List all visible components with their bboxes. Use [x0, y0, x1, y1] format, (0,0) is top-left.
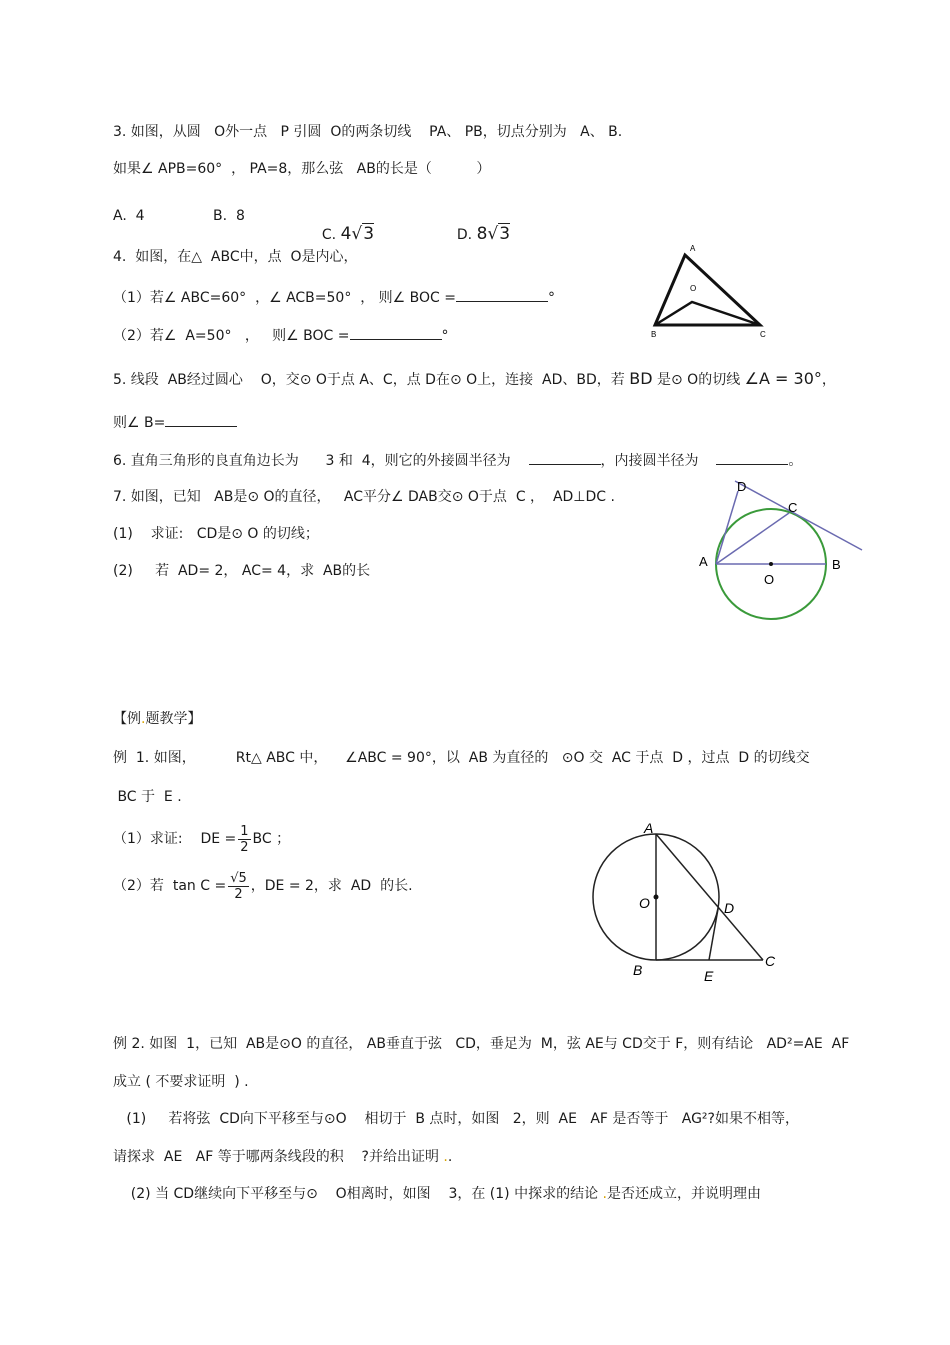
- q7-label-c: C: [788, 500, 798, 515]
- q7-label-a: A: [699, 554, 708, 569]
- q3-line1: 3. 如图，从圆 O外一点 P 引圆 O的两条切线 PA、 PB，切点分别为 A、 B.: [113, 124, 623, 140]
- q3-option-b: B. 8: [213, 208, 245, 224]
- q3-option-c: C. 4√3: [321, 224, 375, 244]
- ex2-line2: 成立 ( 不要求证明 ) .: [113, 1074, 249, 1090]
- q3-line2: 如果∠ APB=60° ， PA=8，那么弦 AB的长是（ ）: [113, 161, 491, 177]
- q7-stem: 7. 如图，已知 AB是⊙ O的直径， AC平分∠ DAB交⊙ O于点 C ， AD⊥DC .: [113, 489, 615, 505]
- q7-sub2: (2) 若 AD= 2， AC= 4，求 AB的长: [113, 563, 371, 579]
- ex1-label-b: B: [633, 962, 643, 978]
- q6-blank1[interactable]: [529, 450, 601, 465]
- ex1-line1: 例 1. 如图， Rt△ ABC 中， ∠ABC = 90°，以 AB 为直径的 ⊙O 交 AC 于点 D ，过点 D 的切线交: [113, 750, 810, 766]
- q4-sub1: （1）若∠ ABC=60° ，∠ ACB=50° ， 则∠ BOC = °: [113, 287, 555, 307]
- ex2-line5: (2) 当 CD继续向下平移至与⊙ O相离时，如图 3，在 (1) 中探求的结论 .是否还成立，并说明理由: [113, 1186, 761, 1202]
- q6-line: 6. 直角三角形的良直角边长为 3 和 4，则它的外接圆半径为 ，内接圆半径为 。: [113, 450, 802, 470]
- q4-label-b: B: [651, 330, 657, 339]
- q7-sub1: (1) 求证: CD是⊙ O 的切线；: [113, 526, 319, 542]
- q5-line1: 5. 线段 AB经过圆心 O，交⊙ O于点 A、C，点 D在⊙ O上，连接 AD、BD，若 BD 是⊙ O的切线 ∠A = 30°，: [113, 369, 836, 388]
- ex1-sub2: （2）若 tan C = $\frac{√5}{2}$ ，DE = 2，求 AD 的长.: [113, 870, 413, 902]
- q4-sub2: （2）若∠ A=50° ， 则∠ BOC = °: [113, 325, 449, 345]
- q4-label-c: C: [760, 330, 766, 339]
- q3-option-d: D. 8√3: [456, 224, 511, 244]
- ex1-sub1: （1）求证: DE = $\frac{1}{2}$ BC ；: [113, 823, 291, 855]
- ex2-line3: (1) 若将弦 CD向下平移至与⊙O 相切于 B 点时，如图 2，则 AE AF 是否等于 AG²?如果不相等，: [113, 1111, 799, 1127]
- q7-label-o: O: [764, 572, 775, 587]
- ex1-figure: [585, 812, 795, 992]
- example-heading: 【例.题教学】: [113, 711, 202, 727]
- q4-blank1[interactable]: [456, 287, 548, 302]
- q4-blank2[interactable]: [350, 325, 442, 340]
- ex2-line4: 请探求 AE AF 等于哪两条线段的积 ?并给出证明 ..: [113, 1149, 453, 1165]
- q4-stem: 4. 如图，在△ ABC中，点 O是内心，: [113, 249, 358, 265]
- ex1-label-a: A: [644, 820, 654, 836]
- q7-circle-figure: [690, 476, 870, 626]
- ex1-label-d: D: [724, 900, 735, 916]
- q6-blank2[interactable]: [716, 450, 788, 465]
- q7-label-b: B: [832, 557, 841, 572]
- q5-blank[interactable]: [165, 412, 237, 427]
- q4-label-o: O: [690, 284, 697, 293]
- ex1-line2: BC 于 E .: [113, 789, 182, 805]
- ex1-label-c: C: [765, 953, 776, 969]
- q5-line2: 则∠ B=: [113, 412, 237, 432]
- ex2-line1: 例 2. 如图 1，已知 AB是⊙O 的直径， AB垂直于弦 CD，垂足为 M，弦 AE与 CD交于 F，则有结论 AD²=AE AF: [113, 1036, 850, 1052]
- q4-triangle-figure: [640, 240, 780, 345]
- ex1-label-o: O: [639, 895, 650, 911]
- q3-option-a: A. 4: [113, 208, 145, 224]
- q7-label-d: D: [737, 479, 747, 494]
- ex1-label-e: E: [704, 968, 714, 984]
- q4-label-a: A: [690, 244, 696, 253]
